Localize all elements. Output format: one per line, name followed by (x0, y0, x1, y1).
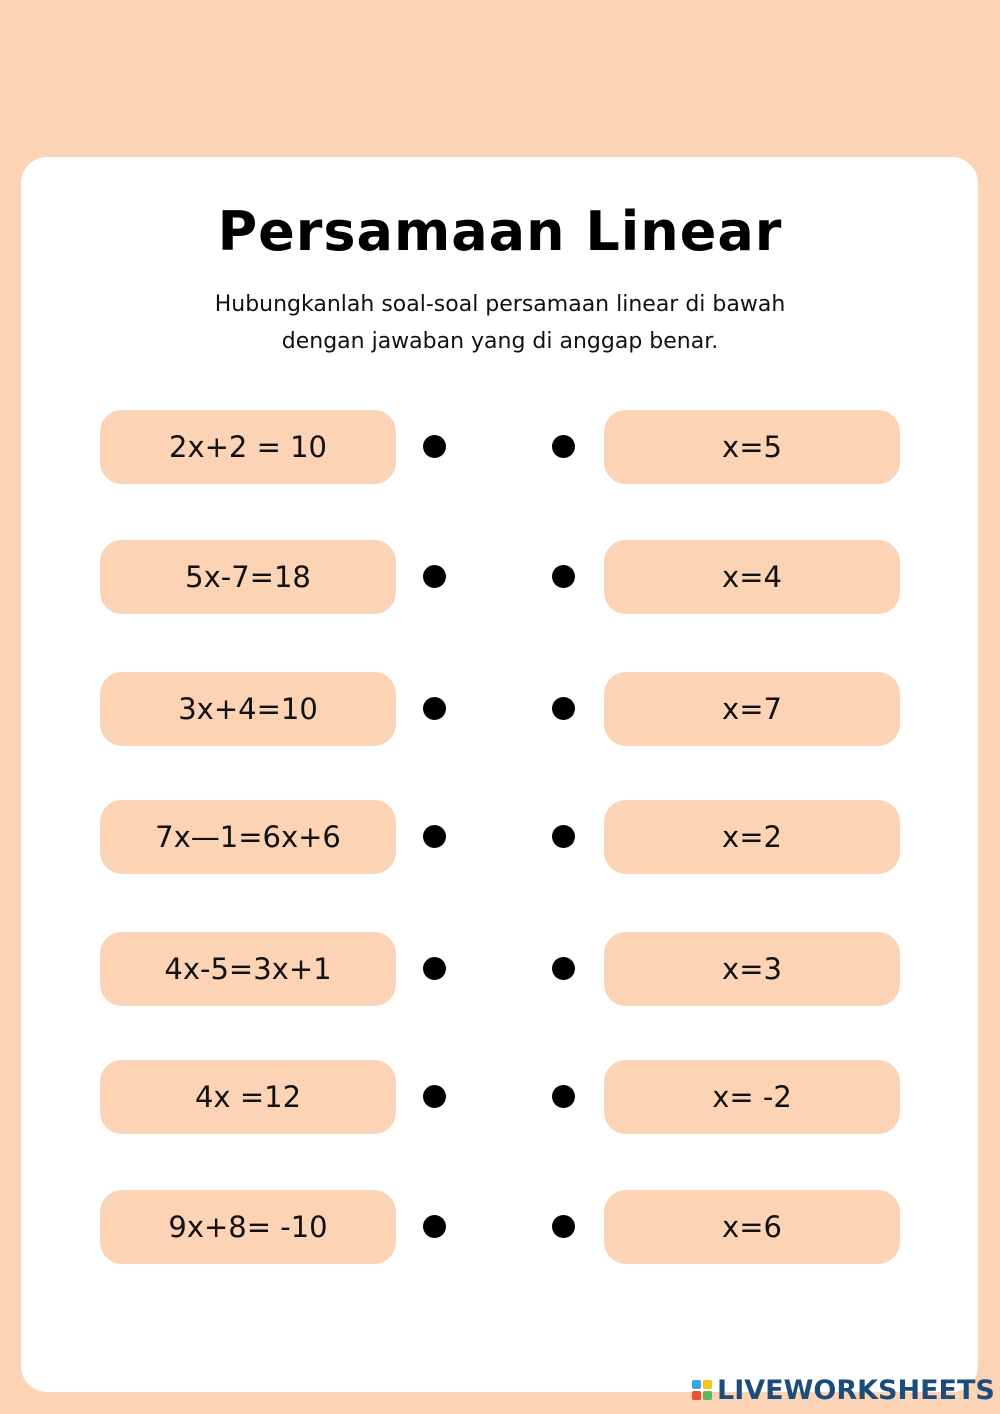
answer-box: x=3 (604, 932, 900, 1006)
answer-box: x=5 (604, 410, 900, 484)
match-row (0, 1190, 1000, 1264)
question-connector-dot[interactable] (423, 697, 446, 720)
question-box: 7x—1=6x+6 (100, 800, 396, 874)
match-row (0, 800, 1000, 874)
match-row (0, 410, 1000, 484)
answer-connector-dot[interactable] (552, 825, 575, 848)
question-box: 4x =12 (100, 1060, 396, 1134)
match-row (0, 932, 1000, 1006)
liveworksheets-logo (692, 1373, 995, 1407)
answer-box: x=2 (604, 800, 900, 874)
match-row (0, 672, 1000, 746)
answer-connector-dot[interactable] (552, 1085, 575, 1108)
question-connector-dot[interactable] (423, 435, 446, 458)
match-row (0, 1060, 1000, 1134)
answer-connector-dot[interactable] (552, 1215, 575, 1238)
question-box: 9x+8= -10 (100, 1190, 396, 1264)
answer-box: x=4 (604, 540, 900, 614)
answer-connector-dot[interactable] (552, 435, 575, 458)
brand-name: LIVEWORKSHEETS (717, 1374, 995, 1406)
question-box: 4x-5=3x+1 (100, 932, 396, 1006)
page-title: Persamaan Linear (217, 200, 783, 263)
answer-box: x=6 (604, 1190, 900, 1264)
question-connector-dot[interactable] (423, 957, 446, 980)
instructions-line-2: dengan jawaban yang di anggap benar. (281, 329, 719, 354)
answer-connector-dot[interactable] (552, 565, 575, 588)
question-box: 5x-7=18 (100, 540, 396, 614)
instructions (150, 286, 850, 360)
question-connector-dot[interactable] (423, 1085, 446, 1108)
liveworksheets-logo-icon (692, 1380, 712, 1400)
question-box: 3x+4=10 (100, 672, 396, 746)
answer-connector-dot[interactable] (552, 697, 575, 720)
answer-box: x=7 (604, 672, 900, 746)
instructions-line-1: Hubungkanlah soal-soal persamaan linear di bawah (214, 292, 786, 317)
question-connector-dot[interactable] (423, 825, 446, 848)
match-row (0, 540, 1000, 614)
answer-box: x= -2 (604, 1060, 900, 1134)
question-box: 2x+2 = 10 (100, 410, 396, 484)
question-connector-dot[interactable] (423, 1215, 446, 1238)
question-connector-dot[interactable] (423, 565, 446, 588)
answer-connector-dot[interactable] (552, 957, 575, 980)
